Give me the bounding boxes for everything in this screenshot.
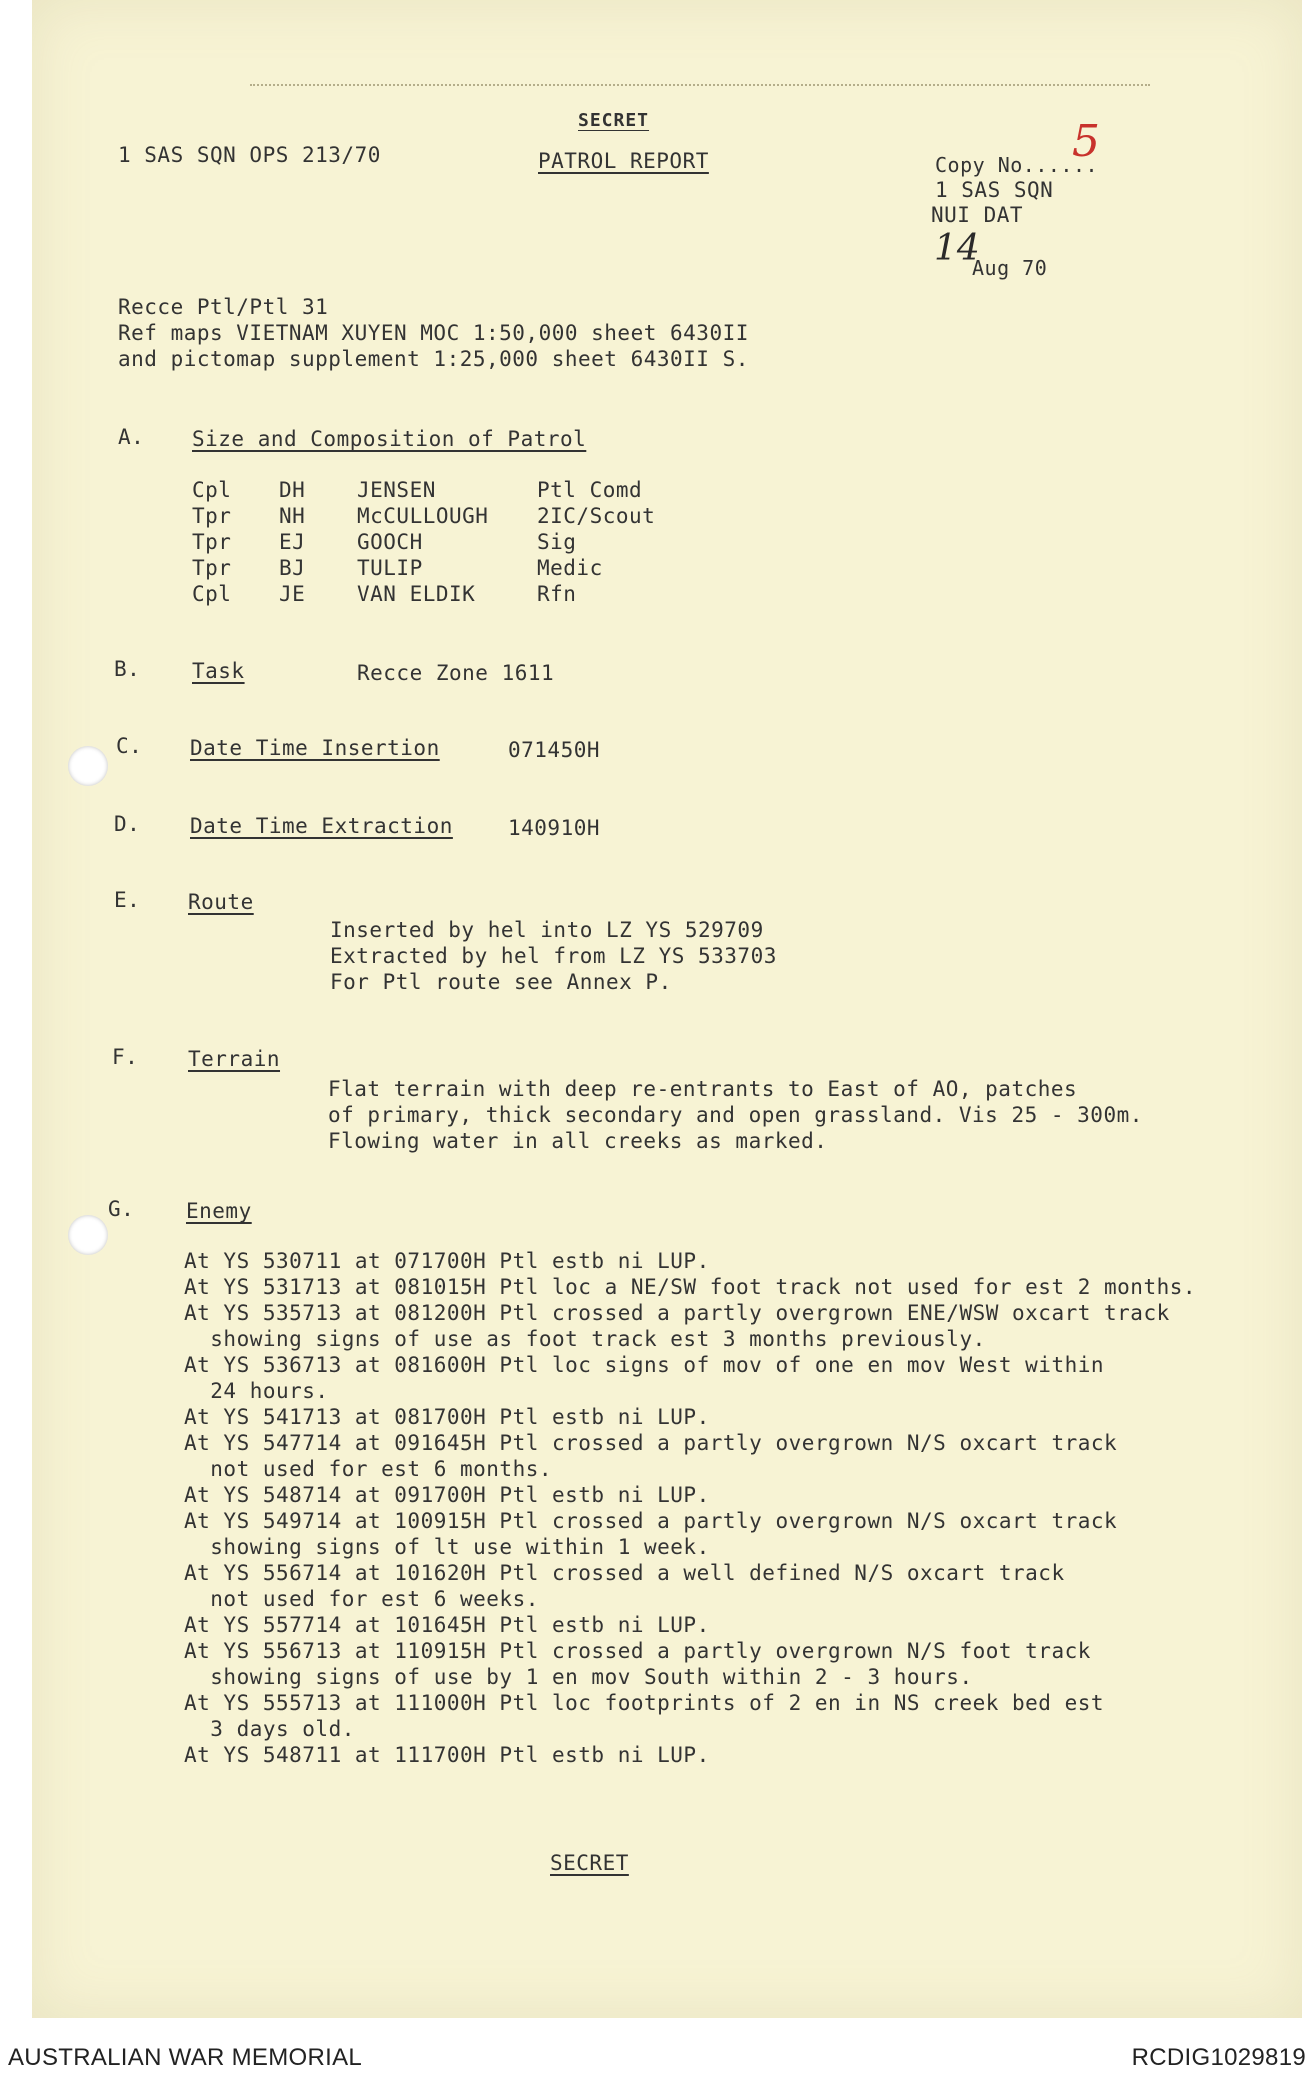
- member-initials: NH: [279, 504, 306, 528]
- terrain-line: of primary, thick secondary and open grassland. Vis 25 - 300m.: [328, 1103, 1143, 1127]
- enemy-line: At YS 548714 at 091700H Ptl estb ni LUP.: [184, 1483, 710, 1507]
- member-initials: JE: [279, 582, 306, 606]
- patrol-composition-table: [192, 477, 655, 607]
- unit-location: NUI DAT: [931, 203, 1024, 227]
- member-role: Ptl Comd: [537, 478, 643, 502]
- table-row: [192, 555, 655, 581]
- member-rank: Tpr: [192, 556, 232, 580]
- member-rank: Tpr: [192, 504, 232, 528]
- member-role: Sig: [537, 530, 577, 554]
- section-f-letter: F.: [112, 1045, 139, 1069]
- classification-top: SECRET: [578, 110, 650, 131]
- pictomap-supplement: and pictomap supplement 1:25,000 sheet 6430II S.: [118, 347, 749, 371]
- member-name: VAN ELDIK: [357, 582, 476, 606]
- section-f-title: Terrain: [188, 1047, 281, 1071]
- table-row: [192, 477, 655, 503]
- enemy-line: At YS 548711 at 111700H Ptl estb ni LUP.: [184, 1743, 710, 1767]
- table-row: [192, 503, 655, 529]
- enemy-line: At YS 531713 at 081015H Ptl loc a NE/SW foot track not used for est 2 months.: [184, 1275, 1197, 1299]
- section-b-title: Task: [192, 659, 245, 683]
- enemy-line: At YS 556713 at 110915H Ptl crossed a partly overgrown N/S foot track: [184, 1639, 1091, 1663]
- member-name: JENSEN: [357, 478, 436, 502]
- classification-bottom: SECRET: [550, 1851, 629, 1875]
- punch-hole-lower: [68, 1215, 108, 1255]
- section-d-title: Date Time Extraction: [190, 814, 453, 838]
- member-initials: DH: [279, 478, 306, 502]
- member-initials: EJ: [279, 530, 306, 554]
- table-row: [192, 581, 655, 607]
- patrol-designation: Recce Ptl/Ptl 31: [118, 295, 329, 319]
- member-name: GOOCH: [357, 530, 423, 554]
- reference-maps: Ref maps VIETNAM XUYEN MOC 1:50,000 sheet 6430II: [118, 321, 749, 345]
- member-role: 2IC/Scout: [537, 504, 656, 528]
- enemy-block: [184, 1248, 1196, 1768]
- archive-record-id: RCDIG1029819: [1131, 2044, 1306, 2071]
- member-role: Rfn: [537, 582, 577, 606]
- enemy-line: not used for est 6 months.: [184, 1457, 553, 1481]
- top-dotted-rule: [250, 84, 1150, 86]
- enemy-line: At YS 536713 at 081600H Ptl loc signs of mov of one en mov West within: [184, 1353, 1105, 1377]
- archive-credit: AUSTRALIAN WAR MEMORIAL: [8, 2044, 363, 2071]
- copy-number-label: Copy No......: [935, 153, 1099, 177]
- enemy-line: At YS 556714 at 101620H Ptl crossed a well defined N/S oxcart track: [184, 1561, 1065, 1585]
- route-line: Extracted by hel from LZ YS 533703: [330, 944, 777, 968]
- section-d-letter: D.: [114, 812, 141, 836]
- enemy-line: At YS 555713 at 111000H Ptl loc footprints of 2 en in NS creek bed est: [184, 1691, 1105, 1715]
- task-value: Recce Zone 1611: [357, 661, 555, 685]
- route-line: For Ptl route see Annex P.: [330, 970, 672, 994]
- unit-name: 1 SAS SQN: [935, 178, 1054, 202]
- table-row: [192, 529, 655, 555]
- enemy-line: At YS 535713 at 081200H Ptl crossed a partly overgrown ENE/WSW oxcart track: [184, 1301, 1170, 1325]
- punch-hole-upper: [68, 746, 108, 786]
- enemy-line: At YS 557714 at 101645H Ptl estb ni LUP.: [184, 1613, 710, 1637]
- section-e-letter: E.: [114, 888, 141, 912]
- enemy-line: showing signs of use by 1 en mov South within 2 - 3 hours.: [184, 1665, 973, 1689]
- enemy-line: At YS 549714 at 100915H Ptl crossed a partly overgrown N/S oxcart track: [184, 1509, 1118, 1533]
- section-b-letter: B.: [114, 657, 141, 681]
- enemy-line: 3 days old.: [184, 1717, 355, 1741]
- enemy-line: 24 hours.: [184, 1379, 329, 1403]
- section-g-title: Enemy: [186, 1199, 252, 1223]
- intro-block: [118, 294, 749, 372]
- extraction-datetime: 140910H: [508, 816, 601, 840]
- member-rank: Tpr: [192, 530, 232, 554]
- report-date-day: 14: [934, 228, 980, 269]
- route-line: Inserted by hel into LZ YS 529709: [330, 918, 764, 942]
- section-c-letter: C.: [116, 734, 143, 758]
- section-g-letter: G.: [108, 1197, 135, 1221]
- terrain-line: Flat terrain with deep re-entrants to East of AO, patches: [328, 1077, 1078, 1101]
- section-c-title: Date Time Insertion: [190, 736, 440, 760]
- insertion-datetime: 071450H: [508, 738, 601, 762]
- member-name: TULIP: [357, 556, 423, 580]
- report-title: PATROL REPORT: [538, 149, 709, 173]
- enemy-line: At YS 547714 at 091645H Ptl crossed a partly overgrown N/S oxcart track: [184, 1431, 1118, 1455]
- section-a-letter: A.: [118, 425, 145, 449]
- member-role: Medic: [537, 556, 603, 580]
- enemy-line: At YS 530711 at 071700H Ptl estb ni LUP.: [184, 1249, 710, 1273]
- terrain-line: Flowing water in all creeks as marked.: [328, 1129, 828, 1153]
- member-rank: Cpl: [192, 478, 232, 502]
- enemy-line: showing signs of use as foot track est 3 months previously.: [184, 1327, 986, 1351]
- member-name: McCULLOUGH: [357, 504, 489, 528]
- report-date-month-year: Aug 70: [972, 256, 1048, 280]
- route-block: [330, 917, 777, 995]
- enemy-line: At YS 541713 at 081700H Ptl estb ni LUP.: [184, 1405, 710, 1429]
- section-a-title: Size and Composition of Patrol: [192, 427, 587, 451]
- member-rank: Cpl: [192, 582, 232, 606]
- ops-reference: 1 SAS SQN OPS 213/70: [118, 143, 381, 167]
- terrain-block: [328, 1076, 1143, 1154]
- section-e-title: Route: [188, 890, 254, 914]
- copy-number-value: 5: [1072, 116, 1100, 167]
- enemy-line: showing signs of lt use within 1 week.: [184, 1535, 710, 1559]
- member-initials: BJ: [279, 556, 306, 580]
- enemy-line: not used for est 6 weeks.: [184, 1587, 539, 1611]
